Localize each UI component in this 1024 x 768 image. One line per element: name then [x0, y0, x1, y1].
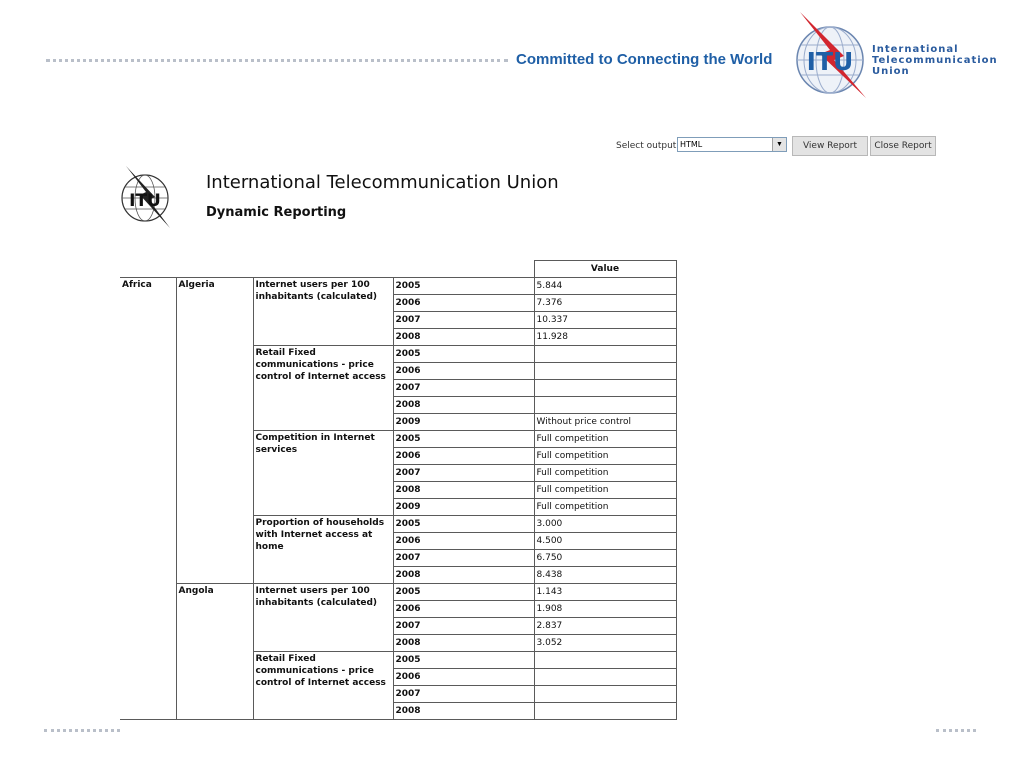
value-cell [534, 669, 676, 686]
value-cell [534, 397, 676, 414]
country-cell: Algeria [176, 278, 253, 584]
value-cell [534, 346, 676, 363]
report-logo-text: ITU [129, 191, 161, 211]
year-cell: 2008 [393, 567, 534, 584]
value-cell: 8.438 [534, 567, 676, 584]
value-cell: 1.143 [534, 584, 676, 601]
itu-logo-text: ITU [806, 47, 854, 76]
indicator-cell: Retail Fixed communications - price control of Internet access [253, 652, 393, 720]
year-cell: 2006 [393, 448, 534, 465]
report-table-body [120, 278, 676, 720]
value-cell: Full competition [534, 431, 676, 448]
value-cell: Full competition [534, 465, 676, 482]
value-cell: 4.500 [534, 533, 676, 550]
year-cell: 2008 [393, 703, 534, 720]
year-cell: 2005 [393, 278, 534, 295]
itu-name-line-2: Telecommunication [872, 55, 998, 66]
year-cell: 2008 [393, 397, 534, 414]
year-cell: 2005 [393, 652, 534, 669]
value-cell: 2.837 [534, 618, 676, 635]
value-cell: 3.000 [534, 516, 676, 533]
year-cell: 2008 [393, 329, 534, 346]
table-row [120, 278, 676, 295]
value-cell [534, 686, 676, 703]
value-cell: Without price control [534, 414, 676, 431]
value-cell: Full competition [534, 482, 676, 499]
value-cell: Full competition [534, 448, 676, 465]
report-table-container [120, 260, 690, 747]
value-cell: 1.908 [534, 601, 676, 618]
value-cell: 3.052 [534, 635, 676, 652]
year-cell: 2008 [393, 635, 534, 652]
year-cell: 2007 [393, 618, 534, 635]
value-cell [534, 380, 676, 397]
report-subtitle: Dynamic Reporting [206, 205, 347, 220]
value-cell [534, 703, 676, 720]
year-cell: 2007 [393, 312, 534, 329]
value-cell: 5.844 [534, 278, 676, 295]
year-cell: 2009 [393, 414, 534, 431]
year-cell: 2007 [393, 550, 534, 567]
indicator-cell: Internet users per 100 inhabitants (calculated) [253, 278, 393, 346]
value-cell: 11.928 [534, 329, 676, 346]
itu-globe-logo [786, 10, 870, 102]
year-cell: 2006 [393, 601, 534, 618]
table-row [120, 584, 676, 601]
year-cell: 2006 [393, 669, 534, 686]
year-cell: 2009 [393, 499, 534, 516]
value-cell: 7.376 [534, 295, 676, 312]
year-cell: 2006 [393, 295, 534, 312]
indicator-cell: Competition in Internet services [253, 431, 393, 516]
dotted-divider-top [46, 59, 508, 62]
year-cell: 2007 [393, 380, 534, 397]
year-cell: 2008 [393, 482, 534, 499]
indicator-cell: Proportion of households with Internet access at home [253, 516, 393, 584]
year-cell: 2007 [393, 465, 534, 482]
output-format-value: HTML [680, 140, 703, 149]
table-header-row [120, 261, 676, 278]
year-cell: 2006 [393, 533, 534, 550]
itu-name-block [872, 44, 998, 77]
value-cell: 10.337 [534, 312, 676, 329]
report-table [120, 260, 677, 720]
dotted-divider-bottom-right [936, 729, 976, 732]
year-cell: 2005 [393, 346, 534, 363]
slide-tagline: Committed to Connecting the World [516, 51, 773, 68]
value-cell: Full competition [534, 499, 676, 516]
dotted-divider-bottom-left [44, 729, 120, 732]
year-cell: 2005 [393, 516, 534, 533]
year-cell: 2005 [393, 431, 534, 448]
chevron-down-icon[interactable]: ▼ [772, 138, 786, 151]
itu-name-line-3: Union [872, 66, 910, 77]
region-cell: Africa [120, 278, 176, 720]
value-cell: 6.750 [534, 550, 676, 567]
report-itu-logo [116, 162, 176, 232]
value-column-header: Value [534, 261, 676, 278]
year-cell: 2006 [393, 363, 534, 380]
view-report-button[interactable]: View Report [792, 136, 868, 156]
value-cell [534, 363, 676, 380]
close-report-button[interactable]: Close Report [870, 136, 936, 156]
year-cell: 2007 [393, 686, 534, 703]
value-cell [534, 652, 676, 669]
indicator-cell: Retail Fixed communications - price control of Internet access [253, 346, 393, 431]
indicator-cell: Internet users per 100 inhabitants (calculated) [253, 584, 393, 652]
select-output-label: Select output [616, 141, 677, 151]
header-blank-cell [120, 261, 534, 278]
country-cell: Angola [176, 584, 253, 720]
output-format-select[interactable] [677, 137, 787, 152]
itu-name-line-1: International [872, 44, 959, 55]
report-title: International Telecommunication Union [206, 172, 559, 193]
year-cell: 2005 [393, 584, 534, 601]
